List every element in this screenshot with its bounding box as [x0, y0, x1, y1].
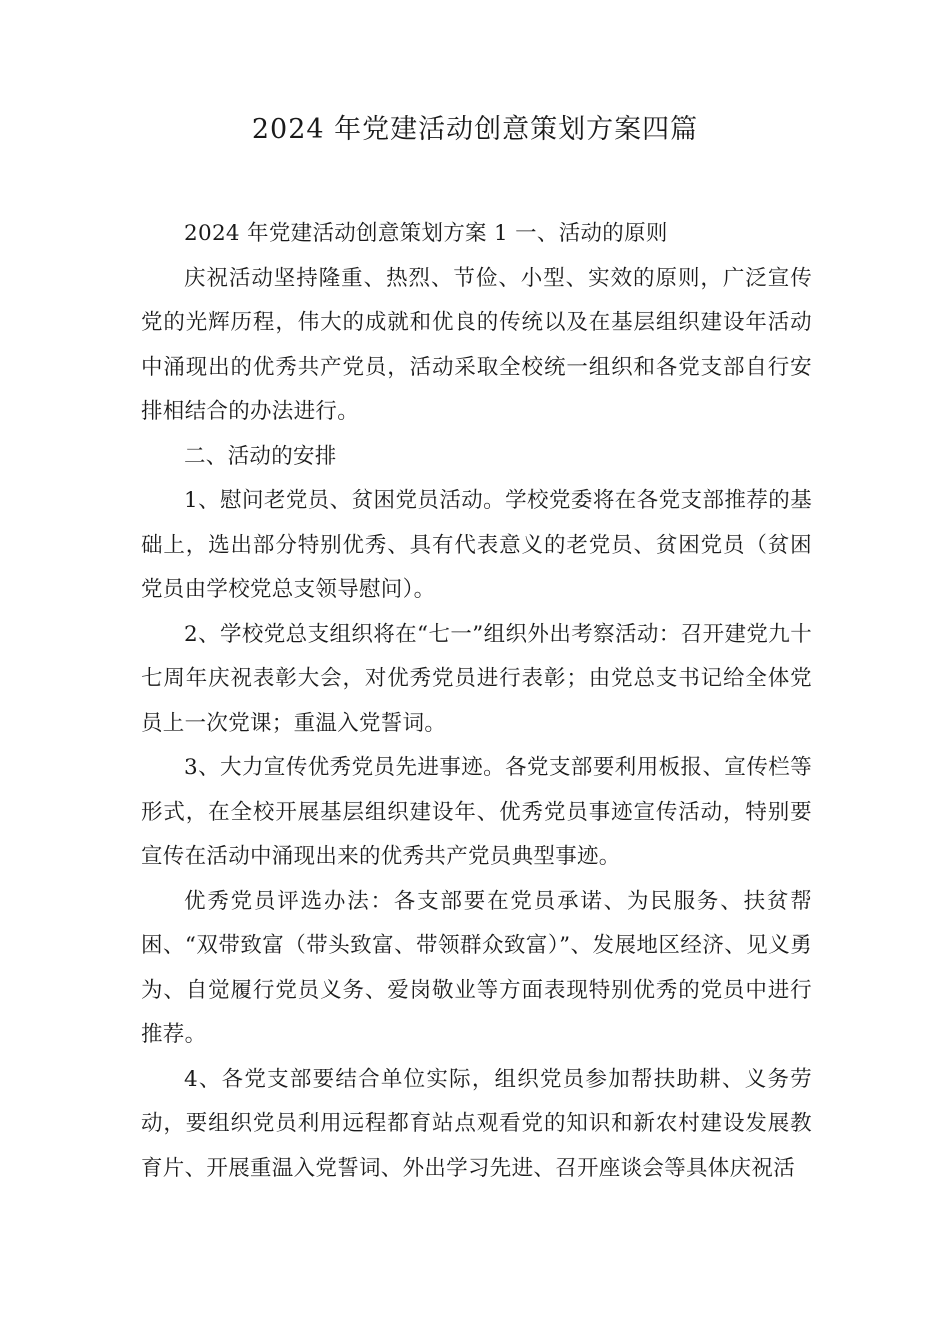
paragraph-plan-heading: 2024 年党建活动创意策划方案 1 一、活动的原则 [184, 221, 668, 246]
paragraph-item-3: 3、大力宣传优秀党员先进事迹。各党支部要利用板报、宣传栏等形式，在全校开展基层组织建设年、优秀党员事迹宣传活动，特别要宣传在活动中涌现出来的优秀共产党员典型事迹。 [141, 755, 812, 869]
paragraph-arrangement-heading: 二、活动的安排 [184, 443, 337, 469]
document-body [141, 212, 812, 1191]
paragraph-principles: 庆祝活动坚持隆重、热烈、节俭、小型、实效的原则，广泛宣传党的光辉历程，伟大的成就和优良的传统以及在基层组织建设年活动中涌现出的优秀共产党员，活动采取全校统一组织和各党支部自行安排相结合的办法进行。 [141, 265, 812, 424]
paragraph-item-4: 4、各党支部要结合单位实际，组织党员参加帮扶助耕、义务劳动，要组织党员利用远程都育站点观看党的知识和新农村建设发展教育片、开展重温入党誓词、外出学习先进、召开座谈会等具体庆祝活 [141, 1066, 812, 1181]
paragraph-item-1: 1、慰问老党员、贫困党员活动。学校党委将在各党支部推荐的基础上，选出部分特别优秀、具有代表意义的老党员、贫困党员（贫困党员由学校党总支领导慰问）。 [141, 488, 812, 602]
document-title: 2024 年党建活动创意策划方案四篇 [251, 114, 699, 145]
paragraph-item-2: 2、学校党总支组织将在“七一”组织外出考察活动：召开建党九十七周年庆祝表彰大会，对优秀党员进行表彰；由党总支书记给全体党员上一次党课；重温入党誓词。 [141, 621, 812, 736]
paragraph-selection-method: 优秀党员评选办法：各支部要在党员承诺、为民服务、扶贫帮困、“双带致富（带头致富、带领群众致富）”、发展地区经济、见义勇为、自觉履行党员义务、爱岗敬业等方面表现特别优秀的党员中进行推荐。 [141, 888, 812, 1047]
